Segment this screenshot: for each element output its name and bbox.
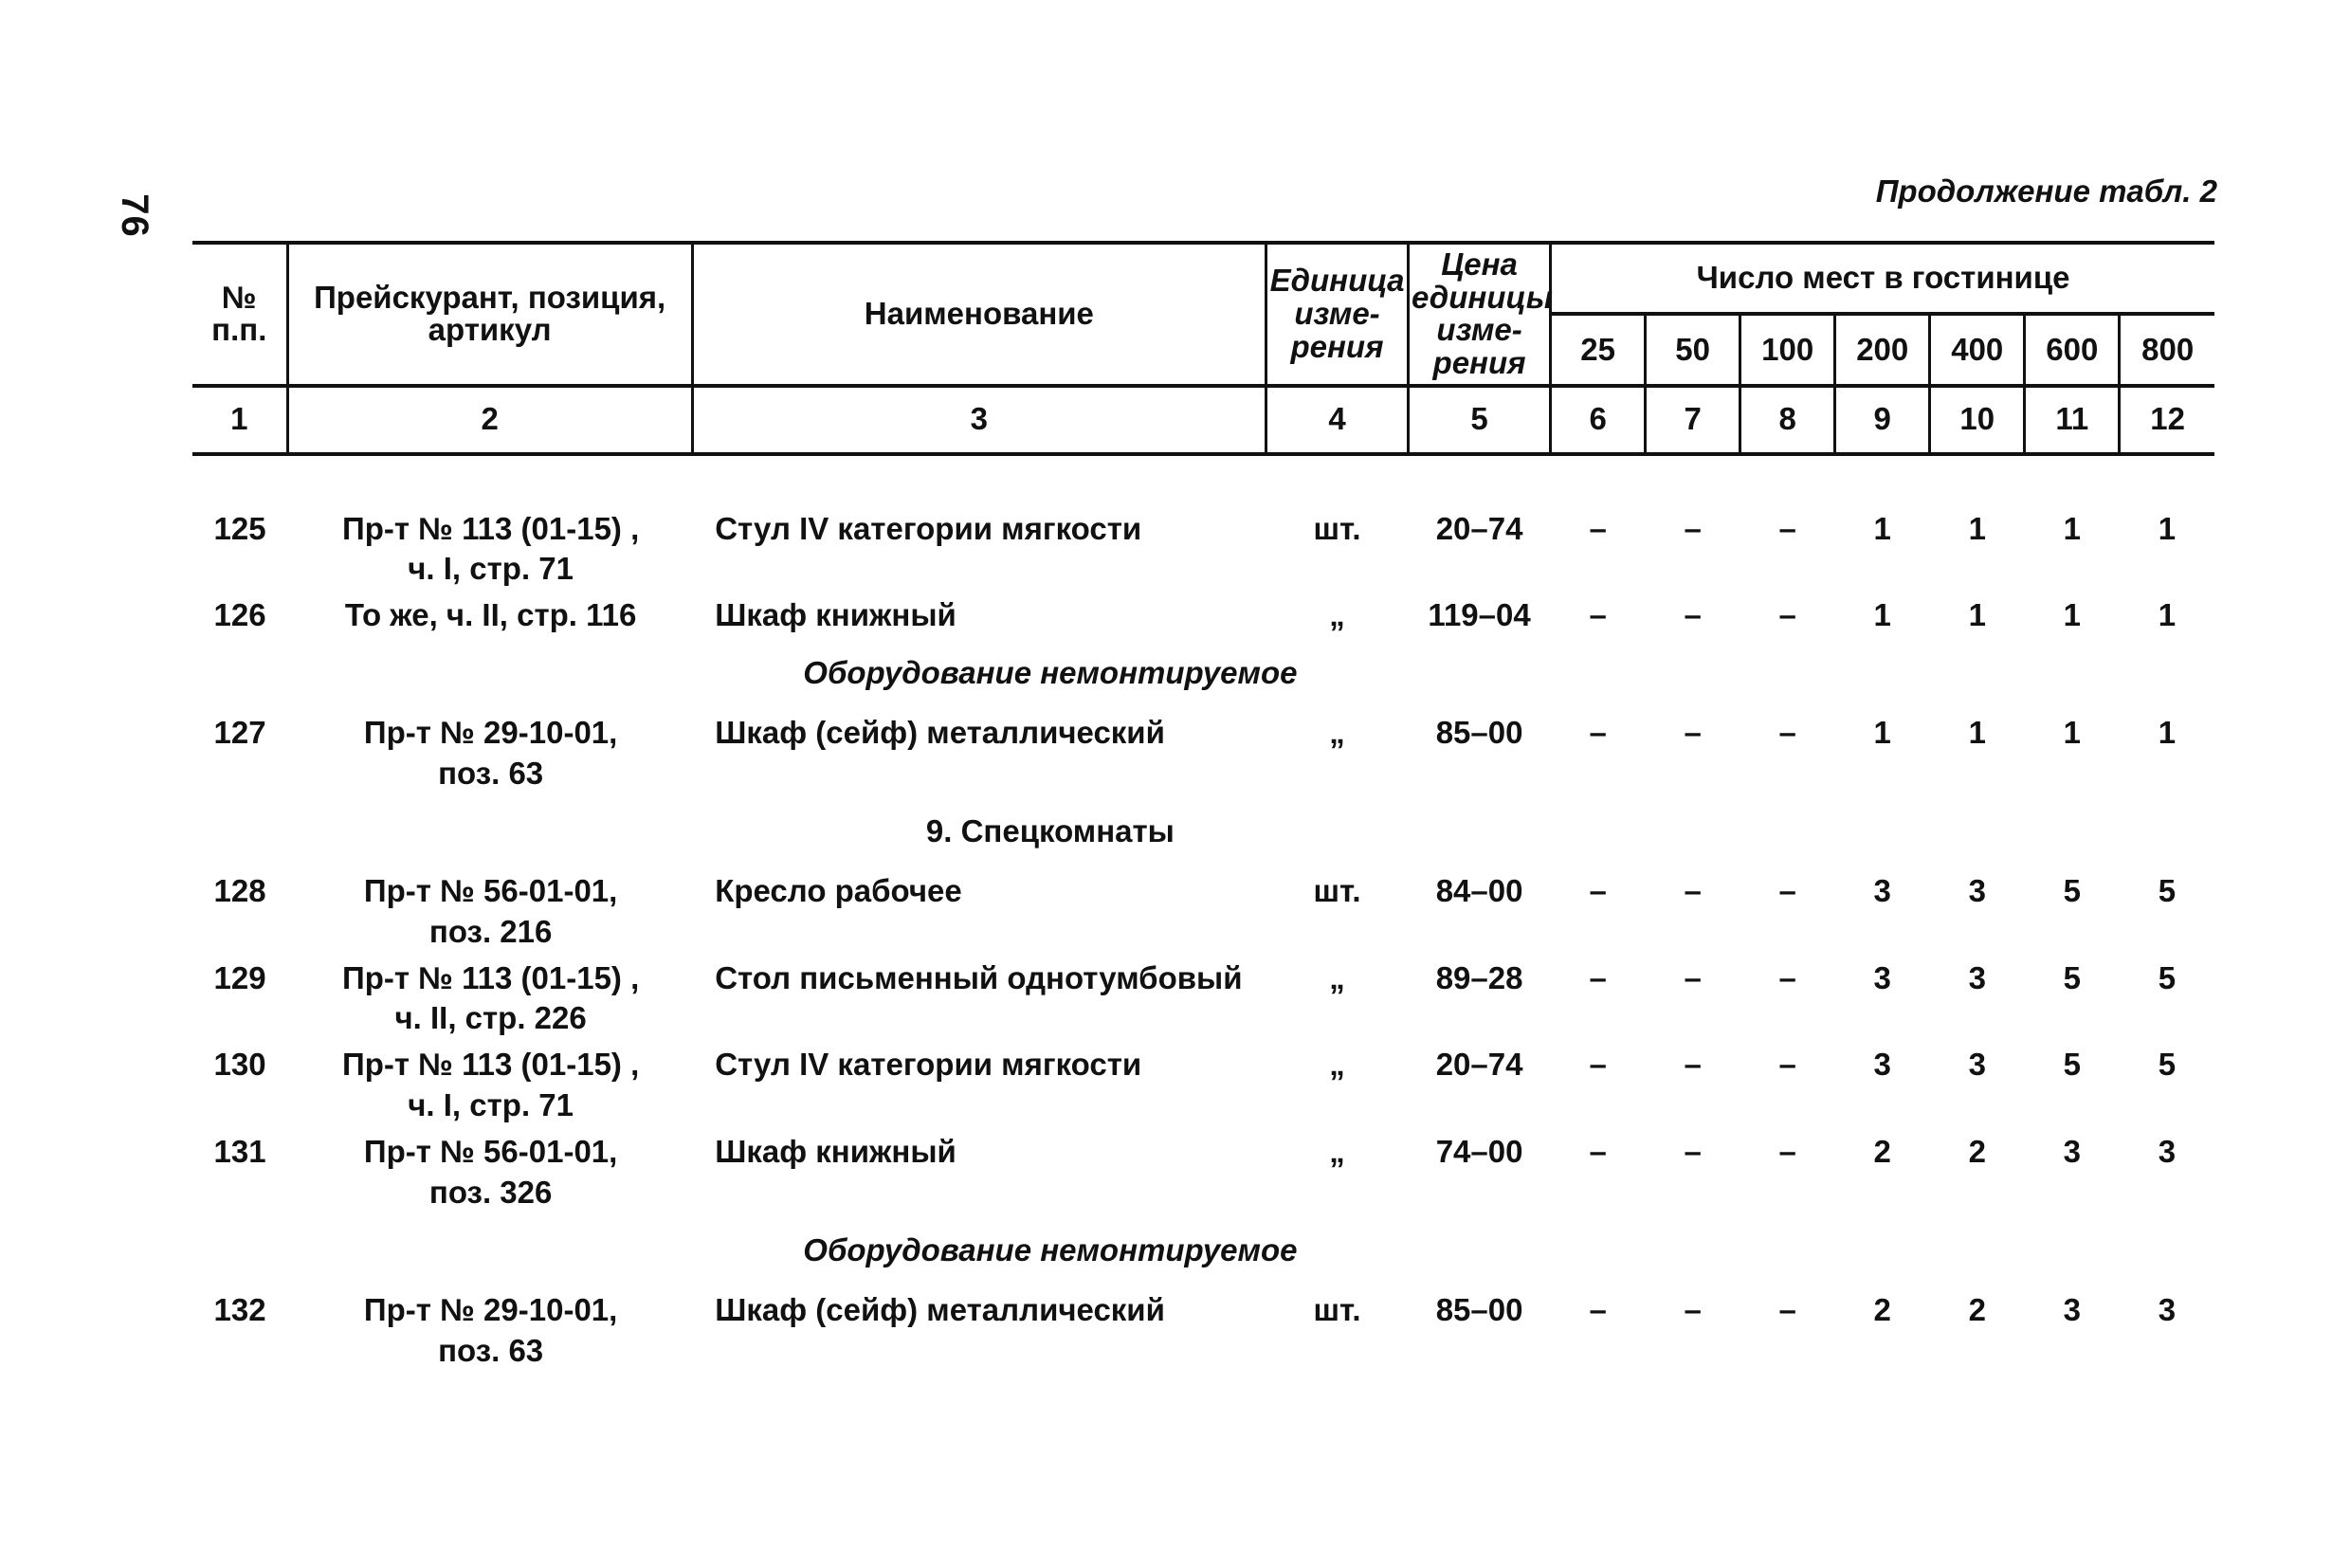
quantity-cell: 2: [1968, 1291, 1986, 1327]
quantity-cell: –: [1684, 872, 1702, 908]
section-heading: Оборудование немонтируемое: [803, 655, 1298, 691]
table-header: [192, 243, 2214, 454]
quantity-cell: 3: [2063, 1291, 2081, 1327]
table-row: [192, 1039, 2214, 1126]
quantity-cell: 2: [1873, 1291, 1891, 1327]
column-number: 1: [192, 386, 287, 454]
quantity-cell: 5: [2158, 872, 2177, 908]
column-number: 9: [1835, 386, 1930, 454]
quantity-cell: –: [1589, 1291, 1607, 1327]
quantity-cell: 3: [2158, 1134, 2177, 1170]
price-list-reference: [287, 590, 692, 636]
quantity-cell: –: [1778, 715, 1796, 751]
quantity-cell: 3: [1968, 959, 1986, 995]
reference-line: То же, ч. II, стр. 116: [344, 597, 637, 633]
price-list-reference: [287, 1039, 692, 1126]
column-number: 10: [1930, 386, 2025, 454]
row-number: 125: [213, 510, 266, 546]
row-number: 131: [213, 1134, 266, 1170]
header-unit-price: Цена единицы изме- рения: [1409, 243, 1551, 386]
table-row: [192, 953, 2214, 1040]
price-list-reference: [287, 866, 692, 953]
item-name: Стул IV категории мягкости: [715, 510, 1142, 546]
section-heading: 9. Спецкомнаты: [925, 812, 1175, 848]
column-number: 12: [2120, 386, 2214, 454]
reference-line: Пр-т № 113 (01-15) ,: [341, 510, 640, 546]
quantity-cell: –: [1684, 1291, 1702, 1327]
quantity-cell: –: [1589, 510, 1607, 546]
item-name: Стул IV категории мягкости: [715, 1047, 1142, 1083]
reference-line: ч. II, стр. 226: [394, 1000, 587, 1036]
quantity-cell: –: [1778, 959, 1796, 995]
price-list-reference: [287, 503, 692, 591]
quantity-cell: 3: [2158, 1291, 2177, 1327]
unit: „: [1329, 715, 1345, 751]
quantity-cell: –: [1684, 1047, 1702, 1083]
reference-line: ч. I, стр. 71: [408, 551, 574, 587]
table-continuation-label: Продолжение табл. 2: [1875, 173, 2217, 209]
unit-price: 85–00: [1435, 1291, 1523, 1327]
equipment-table: [192, 241, 2214, 1372]
quantity-cell: 5: [2063, 872, 2081, 908]
quantity-cell: 1: [1968, 715, 1986, 751]
row-number: 130: [213, 1047, 266, 1083]
row-number: 129: [213, 959, 266, 995]
reference-line: Пр-т № 29-10-01,: [363, 1291, 618, 1327]
quantity-cell: 1: [2158, 597, 2177, 633]
quantity-cell: 3: [1968, 1047, 1986, 1083]
quantity-cell: –: [1684, 715, 1702, 751]
quantity-cell: 1: [2063, 597, 2081, 633]
item-name: Кресло рабочее: [715, 872, 962, 908]
table-body: [192, 454, 2214, 1372]
quantity-cell: 1: [1873, 510, 1891, 546]
quantity-cell: –: [1589, 597, 1607, 633]
quantity-cell: –: [1684, 597, 1702, 633]
table-row: [192, 707, 2214, 794]
quantity-cell: –: [1778, 872, 1796, 908]
quantity-cell: 1: [1873, 597, 1891, 633]
quantity-cell: –: [1778, 597, 1796, 633]
quantity-cell: –: [1684, 1134, 1702, 1170]
quantity-cell: 1: [2063, 510, 2081, 546]
row-number: 132: [213, 1291, 266, 1327]
item-name: Стол письменный однотумбовый: [715, 959, 1243, 995]
reference-line: Пр-т № 56-01-01,: [363, 1134, 618, 1170]
quantity-cell: 3: [1873, 1047, 1891, 1083]
table-row: [192, 1126, 2214, 1213]
quantity-cell: –: [1778, 1291, 1796, 1327]
section-heading-row: [192, 636, 2214, 707]
quantity-cell: –: [1778, 1047, 1796, 1083]
quantity-cell: 1: [1873, 715, 1891, 751]
header-capacity: 25: [1551, 314, 1646, 385]
row-number: 126: [213, 597, 266, 633]
table-row: [192, 866, 2214, 953]
unit: „: [1329, 1047, 1345, 1083]
price-list-reference: [287, 953, 692, 1040]
price-list-reference: [287, 1126, 692, 1213]
quantity-cell: 2: [1873, 1134, 1891, 1170]
unit: „: [1329, 1134, 1345, 1170]
section-heading-row: [192, 794, 2214, 866]
table-row: [192, 503, 2214, 591]
quantity-cell: 2: [1968, 1134, 1986, 1170]
unit-price: 85–00: [1435, 715, 1523, 751]
column-number: 11: [2025, 386, 2120, 454]
quantity-cell: –: [1589, 715, 1607, 751]
reference-line: поз. 326: [428, 1175, 553, 1211]
quantity-cell: 5: [2158, 1047, 2177, 1083]
header-capacity: 200: [1835, 314, 1930, 385]
header-capacity: 600: [2025, 314, 2120, 385]
quantity-cell: –: [1589, 1134, 1607, 1170]
item-name: Шкаф (сейф) металлический: [715, 715, 1165, 751]
quantity-cell: 3: [2063, 1134, 2081, 1170]
column-number: 7: [1646, 386, 1740, 454]
unit-price: 84–00: [1435, 872, 1523, 908]
quantity-cell: 5: [2063, 959, 2081, 995]
quantity-cell: 3: [1873, 959, 1891, 995]
column-number: 8: [1740, 386, 1835, 454]
unit-price: 89–28: [1435, 959, 1523, 995]
column-number: 2: [287, 386, 692, 454]
quantity-cell: 1: [2158, 510, 2177, 546]
reference-line: поз. 216: [428, 913, 553, 949]
header-capacity: 100: [1740, 314, 1835, 385]
quantity-cell: 1: [2158, 715, 2177, 751]
reference-line: поз. 63: [438, 756, 544, 792]
header-capacity: 800: [2120, 314, 2214, 385]
reference-line: Пр-т № 29-10-01,: [363, 715, 618, 751]
header-unit: Единица изме- рения: [1266, 243, 1408, 386]
table-row: [192, 590, 2214, 636]
price-list-reference: [287, 707, 692, 794]
section-heading-row: [192, 1213, 2214, 1285]
price-list-reference: [287, 1285, 692, 1372]
quantity-cell: 1: [2063, 715, 2081, 751]
quantity-cell: –: [1684, 510, 1702, 546]
item-name: Шкаф (сейф) металлический: [715, 1291, 1165, 1327]
item-name: Шкаф книжный: [715, 1134, 956, 1170]
column-number: 6: [1551, 386, 1646, 454]
column-number: 5: [1409, 386, 1551, 454]
header-capacity-group: Число мест в гостинице: [1551, 243, 2214, 314]
header-row-number: № п.п.: [192, 243, 287, 386]
unit-price: 74–00: [1435, 1134, 1523, 1170]
column-number: 4: [1266, 386, 1408, 454]
quantity-cell: 5: [2158, 959, 2177, 995]
quantity-cell: 3: [1968, 872, 1986, 908]
unit-price: 20–74: [1435, 1047, 1523, 1083]
quantity-cell: –: [1589, 872, 1607, 908]
quantity-cell: –: [1589, 1047, 1607, 1083]
header-capacity: 400: [1930, 314, 2025, 385]
unit: шт.: [1313, 872, 1361, 908]
quantity-cell: 1: [1968, 510, 1986, 546]
unit: шт.: [1313, 1291, 1361, 1327]
item-name: Шкаф книжный: [715, 597, 956, 633]
row-number: 127: [213, 715, 266, 751]
header-price-list: Прейскурант, позиция, артикул: [287, 243, 692, 386]
quantity-cell: –: [1778, 510, 1796, 546]
reference-line: Пр-т № 113 (01-15) ,: [341, 959, 640, 995]
row-number: 128: [213, 872, 266, 908]
reference-line: ч. I, стр. 71: [408, 1087, 574, 1123]
reference-line: Пр-т № 113 (01-15) ,: [341, 1047, 640, 1083]
section-heading: Оборудование немонтируемое: [803, 1231, 1298, 1267]
table-row: [192, 1285, 2214, 1372]
reference-line: Пр-т № 56-01-01,: [363, 872, 618, 908]
unit-price: 20–74: [1435, 510, 1523, 546]
unit: „: [1329, 959, 1345, 995]
quantity-cell: –: [1684, 959, 1702, 995]
quantity-cell: 3: [1873, 872, 1891, 908]
quantity-cell: –: [1589, 959, 1607, 995]
column-number: 3: [692, 386, 1266, 454]
header-name: Наименование: [692, 243, 1266, 386]
unit: шт.: [1313, 510, 1361, 546]
quantity-cell: 1: [1968, 597, 1986, 633]
unit: „: [1329, 597, 1345, 633]
quantity-cell: 5: [2063, 1047, 2081, 1083]
page-number: 76: [113, 193, 155, 238]
unit-price: 119–04: [1428, 597, 1531, 633]
quantity-cell: –: [1778, 1134, 1796, 1170]
header-capacity: 50: [1646, 314, 1740, 385]
reference-line: поз. 63: [438, 1332, 544, 1368]
